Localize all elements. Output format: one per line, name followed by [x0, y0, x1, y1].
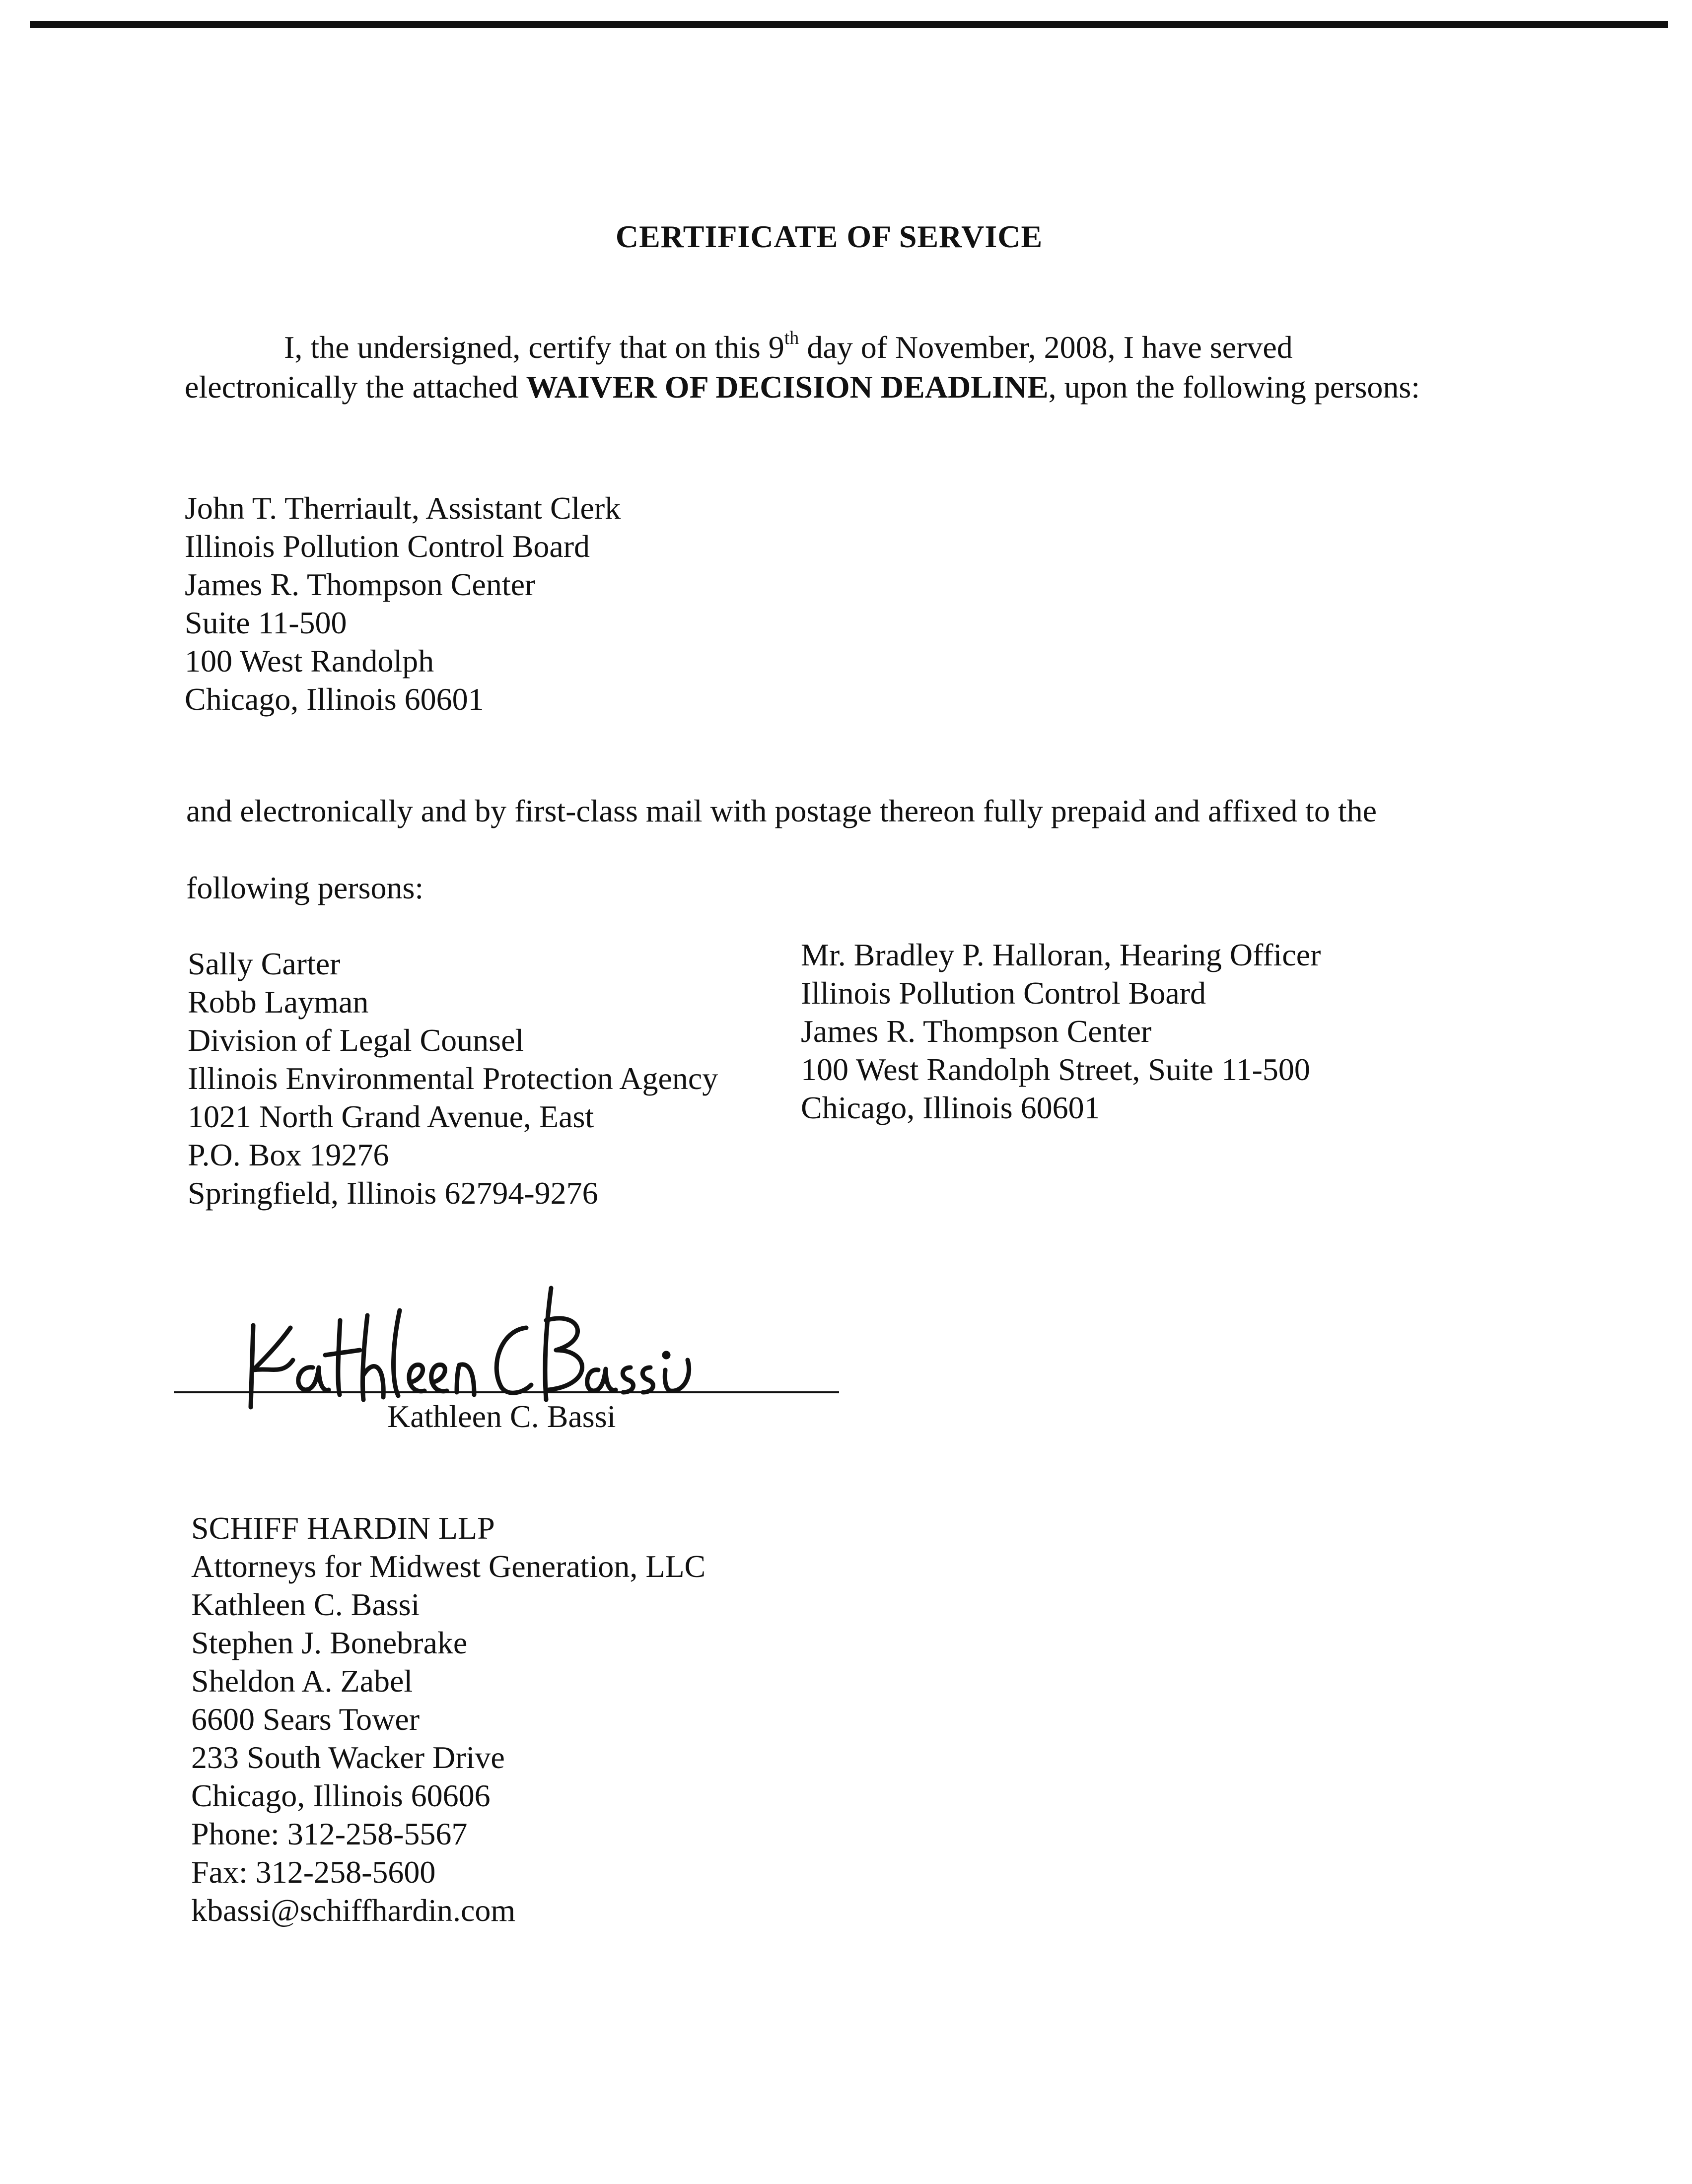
mail-service-line: and electronically and by first-class mail with postage thereon fully prepaid and affixed to the [186, 793, 1377, 828]
left-recipient-address [188, 945, 718, 1212]
firm-line: Kathleen C. Bassi [191, 1587, 420, 1622]
address-line: Illinois Environmental Protection Agency [188, 1061, 718, 1096]
firm-line: Chicago, Illinois 60606 [191, 1778, 491, 1813]
intro-text-end: , upon the following persons: [1048, 369, 1420, 405]
firm-line: Phone: 312-258-5567 [191, 1816, 468, 1851]
address-line: Chicago, Illinois 60601 [801, 1090, 1100, 1125]
signature-line [174, 1391, 839, 1393]
firm-line: Fax: 312-258-5600 [191, 1854, 436, 1890]
address-line: 1021 North Grand Avenue, East [188, 1099, 594, 1134]
address-line: Illinois Pollution Control Board [185, 529, 590, 564]
firm-line: Attorneys for Midwest Generation, LLC [191, 1549, 706, 1584]
firm-line: Stephen J. Bonebrake [191, 1625, 468, 1660]
intro-text-start: I, the undersigned, certify that on this 9 [284, 330, 784, 365]
signer-name: Kathleen C. Bassi [387, 1399, 616, 1434]
mail-service-line-continued: following persons: [186, 870, 424, 905]
firm-email: kbassi@schiffhardin.com [191, 1893, 516, 1928]
firm-contact-block [191, 1509, 705, 1929]
intro-text-middle: day of November, 2008, I have served electronically the attached [185, 330, 1293, 405]
address-line: Suite 11-500 [185, 605, 347, 640]
address-line: 100 West Randolph [185, 643, 434, 679]
address-line: 100 West Randolph Street, Suite 11-500 [801, 1052, 1310, 1087]
address-line: P.O. Box 19276 [188, 1137, 389, 1172]
address-line: James R. Thompson Center [185, 567, 536, 602]
address-line: James R. Thompson Center [801, 1014, 1152, 1049]
document-name: WAIVER OF DECISION DEADLINE [526, 369, 1049, 405]
intro-superscript: th [784, 328, 799, 348]
address-line: John T. Therriault, Assistant Clerk [185, 490, 621, 526]
address-line: Chicago, Illinois 60601 [185, 682, 484, 717]
address-line: Illinois Pollution Control Board [801, 975, 1206, 1011]
address-line: Division of Legal Counsel [188, 1023, 524, 1058]
right-recipient-address [801, 936, 1321, 1127]
intro-paragraph [185, 328, 1451, 407]
firm-line: SCHIFF HARDIN LLP [191, 1510, 495, 1546]
firm-line: Sheldon A. Zabel [191, 1663, 413, 1699]
first-recipient-address [185, 489, 621, 718]
address-line: Springfield, Illinois 62794-9276 [188, 1175, 598, 1211]
address-line: Sally Carter [188, 946, 341, 981]
address-line: Robb Layman [188, 984, 369, 1020]
firm-line: 233 South Wacker Drive [191, 1740, 505, 1775]
document-title: CERTIFICATE OF SERVICE [615, 219, 1043, 254]
firm-line: 6600 Sears Tower [191, 1702, 420, 1737]
top-rule [30, 21, 1668, 28]
address-line: Mr. Bradley P. Halloran, Hearing Officer [801, 937, 1321, 972]
